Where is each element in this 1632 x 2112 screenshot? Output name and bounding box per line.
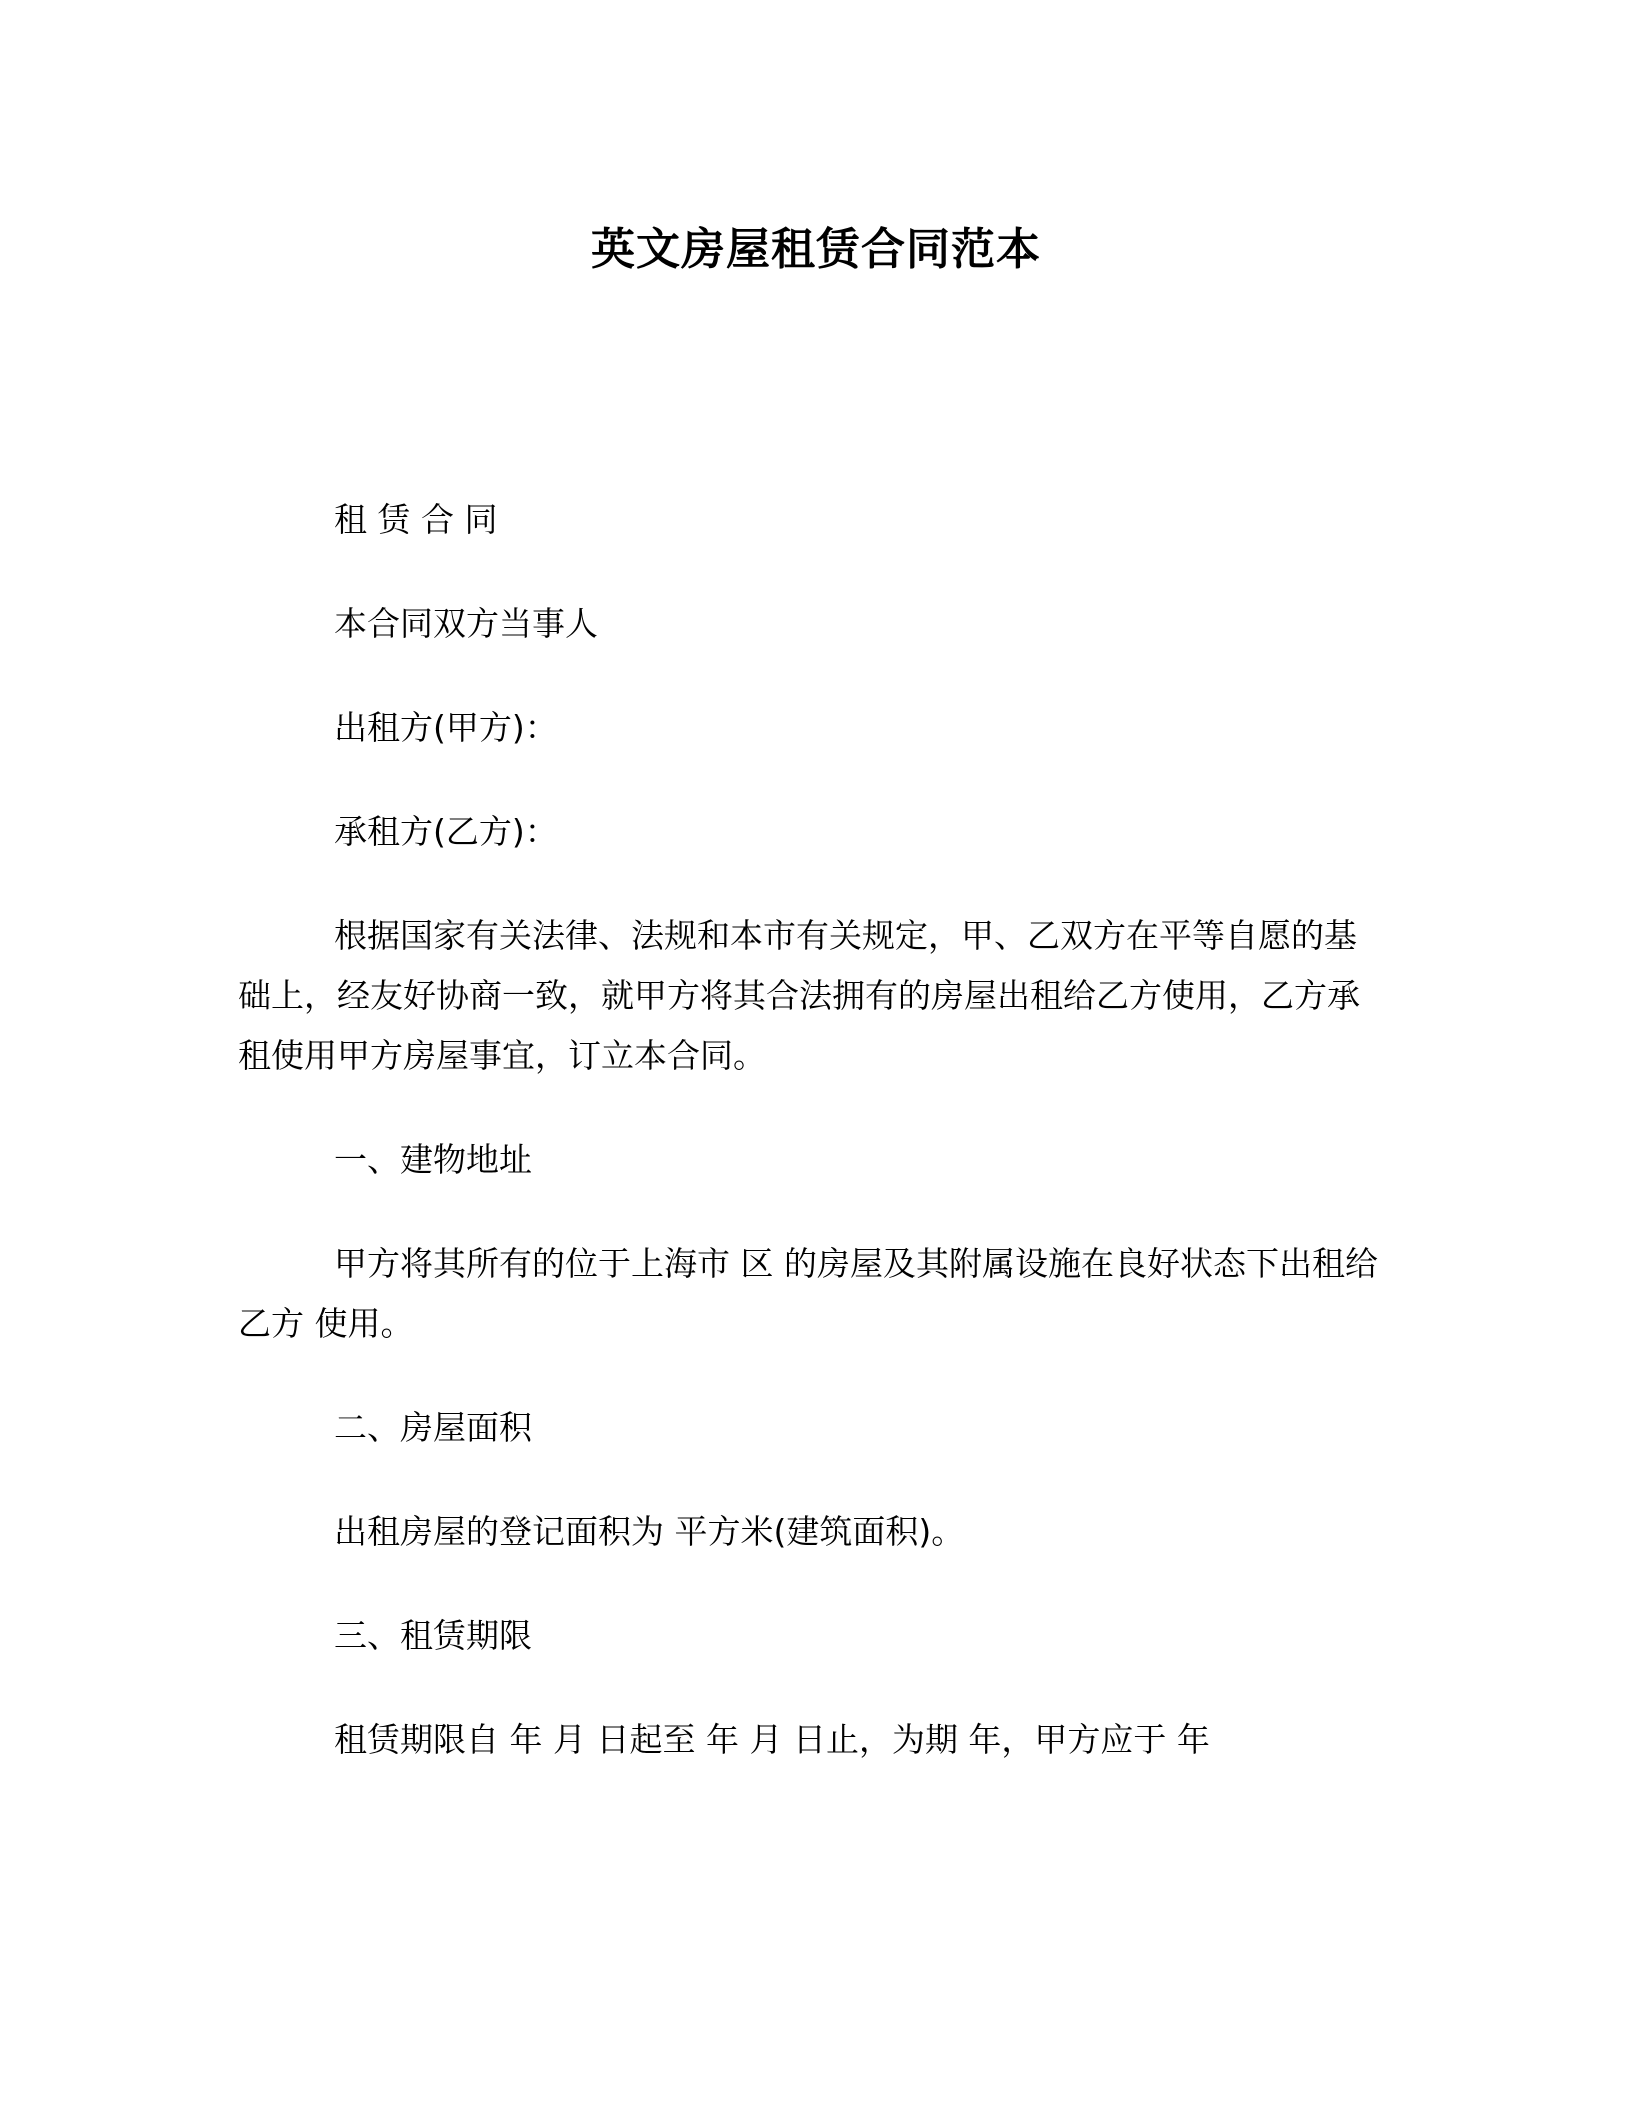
section-heading-area: 二、房屋面积 xyxy=(334,1408,532,1447)
lessor-line: 出租方(甲方)： xyxy=(334,708,558,747)
section-heading-address: 一、建物地址 xyxy=(334,1140,532,1179)
term-paragraph: 租赁期限自 年 月 日起至 年 月 日止，为期 年，甲方应于 年 xyxy=(334,1720,1210,1759)
lessee-line: 承租方(乙方)： xyxy=(334,812,558,851)
document-body xyxy=(238,490,1378,1814)
area-paragraph: 出租房屋的登记面积为 平方米(建筑面积)。 xyxy=(334,1512,965,1551)
parties-intro: 本合同双方当事人 xyxy=(334,604,598,643)
contract-heading: 租 赁 合 同 xyxy=(334,500,498,539)
preamble-paragraph: 根据国家有关法律、法规和本市有关规定，甲、乙双方在平等自愿的基础上，经友好协商一致，就甲方将其合法拥有的房屋出租给乙方使用，乙方承租使用甲方房屋事宜，订立本合同。 xyxy=(238,916,1360,1075)
address-paragraph: 甲方将其所有的位于上海市 区 的房屋及其附属设施在良好状态下出租给乙方 使用。 xyxy=(238,1244,1378,1343)
section-heading-term: 三、租赁期限 xyxy=(334,1616,532,1655)
document-title: 英文房屋租赁合同范本 xyxy=(591,224,1041,275)
